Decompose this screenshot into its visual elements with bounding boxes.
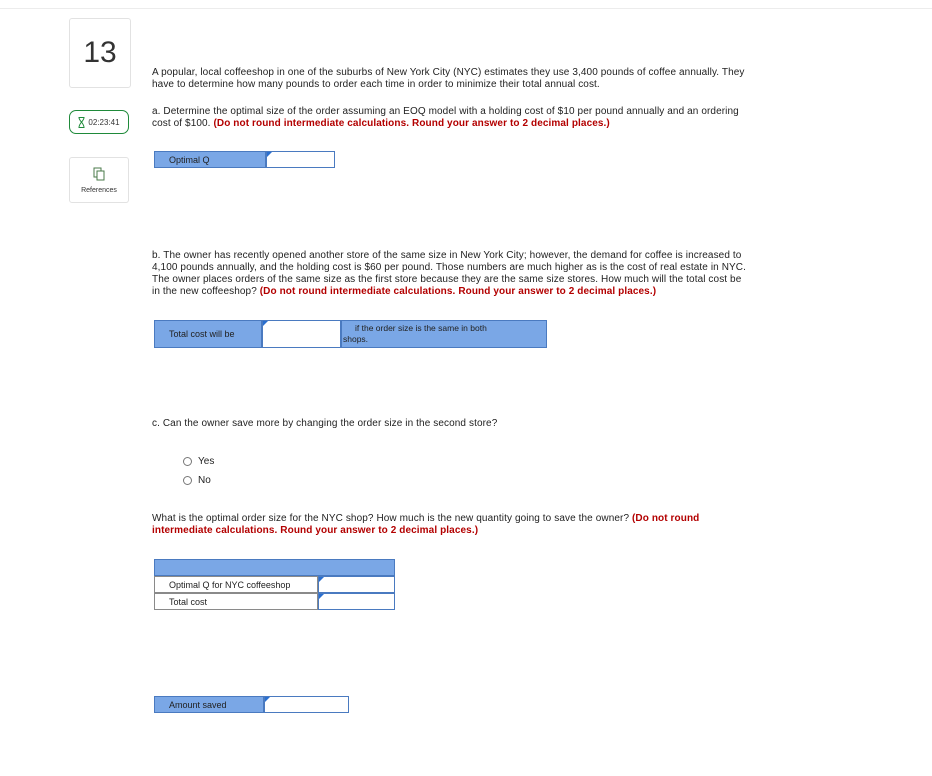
radio-no-label: No: [198, 475, 211, 486]
optimal-q-label: [154, 151, 266, 168]
references-label: References: [81, 186, 117, 194]
optimal-q-input[interactable]: [266, 151, 335, 168]
part-a-instruction: (Do not round intermediate calculations. Round your answer to 2 decimal places.): [213, 118, 610, 129]
part-a-line-2-prefix: cost of $100.: [152, 118, 214, 129]
radio-yes[interactable]: [183, 456, 214, 467]
part-b-text: [152, 250, 746, 298]
hourglass-icon: [78, 117, 85, 128]
amount-saved-input[interactable]: [264, 696, 349, 713]
top-divider: [0, 8, 932, 9]
total-cost-label-text: Total cost will be: [169, 329, 235, 339]
nyc-table-header: [154, 559, 395, 576]
radio-no[interactable]: [183, 475, 211, 486]
optimal-q-label-text: Optimal Q: [169, 154, 210, 165]
nyc-total-cost-label: [154, 593, 318, 610]
part-c-instruction-line-1: (Do not round: [631, 513, 700, 524]
question-number-text: 13: [83, 36, 117, 69]
part-c-followup: [152, 513, 699, 537]
amount-saved-label: [154, 696, 264, 713]
radio-yes-circle[interactable]: [183, 457, 192, 466]
question-number: [69, 18, 131, 88]
part-b-line-2: 4,100 pounds annually, and the holding cost is $60 per pound. Those numbers are much higher as is the cost of real estate in NYC.: [152, 262, 746, 273]
timer-text: 02:23:41: [88, 117, 120, 127]
total-cost-suffix: [341, 320, 547, 348]
total-cost-input[interactable]: [262, 320, 341, 348]
nyc-optimal-q-label-text: Optimal Q for NYC coffeeshop: [169, 579, 291, 590]
part-a-line-1: a. Determine the optimal size of the order assuming an EOQ model with a holding cost of $10 per pound annually and an ordering: [152, 106, 739, 117]
part-c-followup-line-1: [152, 513, 699, 525]
part-a-text: [152, 106, 739, 130]
radio-yes-label: Yes: [198, 456, 215, 467]
nyc-optimal-q-input[interactable]: [318, 576, 395, 593]
part-c-question: c. Can the owner save more by changing the order size in the second store?: [152, 418, 498, 429]
radio-no-circle[interactable]: [183, 476, 192, 485]
timer-badge[interactable]: [69, 110, 129, 134]
part-b-line-4-prefix: in the new coffeeshop?: [152, 286, 260, 297]
intro-line-1: A popular, local coffeeshop in one of the suburbs of New York City (NYC) estimates they use 3,400 pounds of coffee annually. They: [152, 67, 745, 78]
total-cost-suffix-line-1: if the order size is the same in both: [355, 323, 487, 333]
references-button[interactable]: [69, 157, 129, 203]
nyc-optimal-q-label: [154, 576, 318, 593]
nyc-total-cost-label-text: Total cost: [169, 596, 208, 607]
intro-text: [152, 67, 745, 91]
part-c-instruction-line-2: intermediate calculations. Round your answer to 2 decimal places.): [152, 525, 479, 536]
part-c-followup-prefix: What is the optimal order size for the NYC shop? How much is the new quantity going to save the owner?: [152, 513, 632, 524]
copy-document-icon: [93, 167, 105, 183]
part-b-line-4: [152, 286, 746, 298]
amount-saved-label-text: Amount saved: [169, 699, 227, 710]
total-cost-label: [154, 320, 262, 348]
nyc-total-cost-input[interactable]: [318, 593, 395, 610]
part-b-line-1: b. The owner has recently opened another store of the same size in New York City; however, the demand for coffee is increased to: [152, 250, 742, 261]
total-cost-suffix-line-2: shops.: [343, 334, 369, 344]
part-a-line-2: [152, 118, 739, 130]
part-b-line-3: The owner places orders of the same size as the first store because they are the same size stores. How much will the total cost be: [152, 274, 742, 285]
intro-line-2: have to determine how many pounds to order each time in order to minimize their total annual cost.: [152, 79, 600, 90]
part-b-instruction: (Do not round intermediate calculations. Round your answer to 2 decimal places.): [259, 286, 657, 297]
